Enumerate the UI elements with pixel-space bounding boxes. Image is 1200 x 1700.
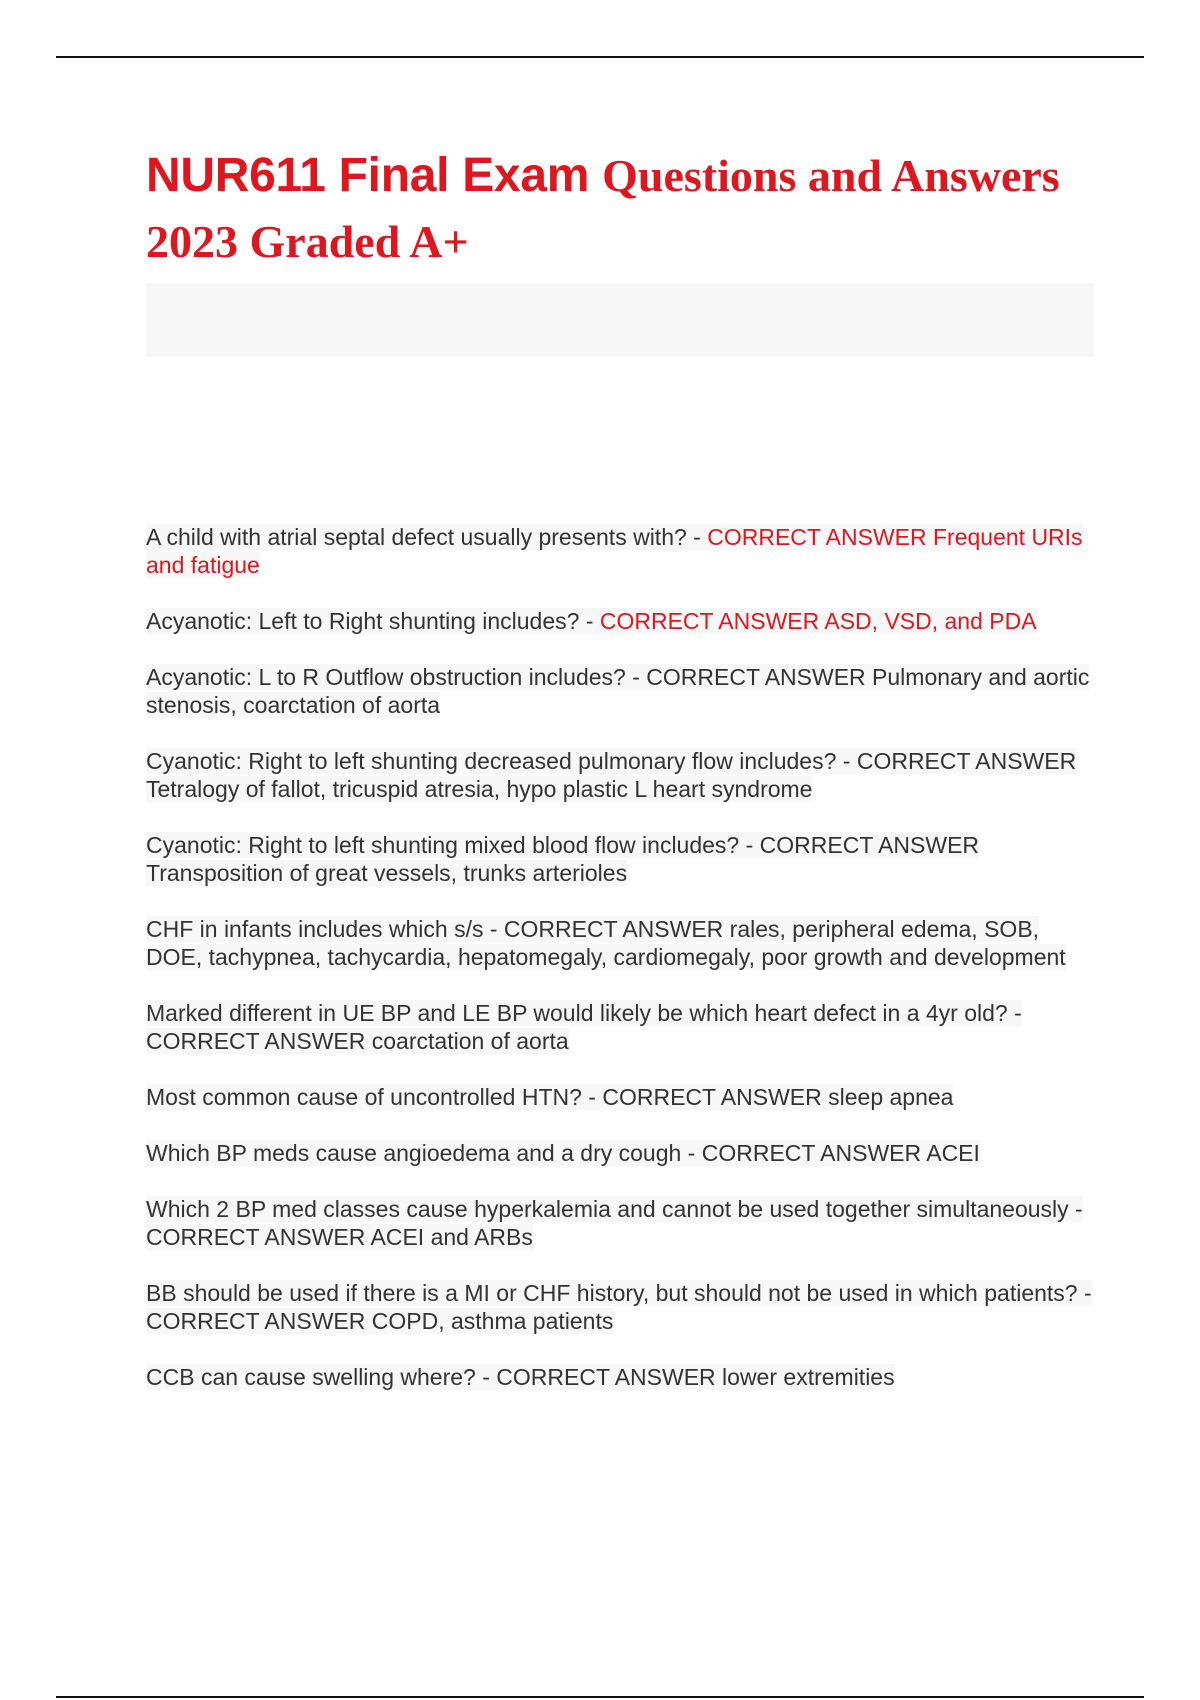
qa-item [146,1279,1096,1335]
qa-answer: CORRECT ANSWER Pulmonary and aortic stenosis, coarctation of aorta [146,664,1090,718]
title-part-a: NUR611 Final Exam [146,149,603,202]
qa-answer: CORRECT ANSWER Frequent URIs and fatigue [146,524,1083,578]
qa-question: Acyanotic: Left to Right shunting includes? - [146,608,600,634]
qa-answer: CORRECT ANSWER ASD, VSD, and PDA [599,608,1037,634]
qa-item [146,915,1096,971]
qa-item [146,663,1096,719]
qa-question: Which 2 BP med classes cause hyperkalemia and cannot be used together simultaneously - [146,1196,1083,1222]
qa-question: CCB can cause swelling where? - [146,1364,497,1390]
qa-question: CHF in infants includes which s/s - [146,916,504,942]
grey-banner [146,283,1094,357]
qa-item [146,1363,1096,1391]
qa-answer: CORRECT ANSWER Transposition of great vessels, trunks arterioles [146,832,980,886]
qa-answer: CORRECT ANSWER rales, peripheral edema, SOB, DOE, tachypnea, tachycardia, hepatomegaly, cardiomegaly, poor growth and development [146,916,1066,970]
qa-item [146,747,1096,803]
qa-item [146,831,1096,887]
qa-item [146,1195,1096,1251]
qa-question: Most common cause of uncontrolled HTN? - [146,1084,603,1110]
qa-item [146,523,1096,579]
qa-answer: CORRECT ANSWER coarctation of aorta [146,1028,569,1054]
qa-answer: CORRECT ANSWER Tetralogy of fallot, tricuspid atresia, hypo plastic L heart syndrome [146,748,1077,802]
document-title [146,145,1096,277]
qa-question: Marked different in UE BP and LE BP would likely be which heart defect in a 4yr old? - [146,1000,1022,1026]
bottom-rule [56,1696,1144,1698]
qa-item [146,1139,1096,1167]
qa-answer: CORRECT ANSWER ACEI and ARBs [146,1224,533,1250]
title-part-b: Questions and Answers 2023 Graded A+ [146,150,1060,267]
qa-list [146,523,1096,1391]
qa-item [146,607,1096,635]
qa-item [146,999,1096,1055]
qa-question: BB should be used if there is a MI or CHF history, but should not be used in which patients? - [146,1280,1092,1306]
qa-answer: CORRECT ANSWER sleep apnea [602,1084,954,1110]
qa-question: Which BP meds cause angioedema and a dry cough - [146,1140,702,1166]
qa-item [146,1083,1096,1111]
top-rule [56,56,1144,58]
qa-answer: CORRECT ANSWER COPD, asthma patients [146,1308,614,1334]
document-body [146,145,1096,1419]
qa-question: Cyanotic: Right to left shunting decreased pulmonary flow includes? - [146,748,857,774]
qa-answer: CORRECT ANSWER ACEI [701,1140,980,1166]
qa-question: Cyanotic: Right to left shunting mixed blood flow includes? - [146,832,760,858]
qa-answer: CORRECT ANSWER lower extremities [496,1364,895,1390]
qa-question: A child with atrial septal defect usually presents with? - [146,524,708,550]
qa-question: Acyanotic: L to R Outflow obstruction includes? - [146,664,647,690]
